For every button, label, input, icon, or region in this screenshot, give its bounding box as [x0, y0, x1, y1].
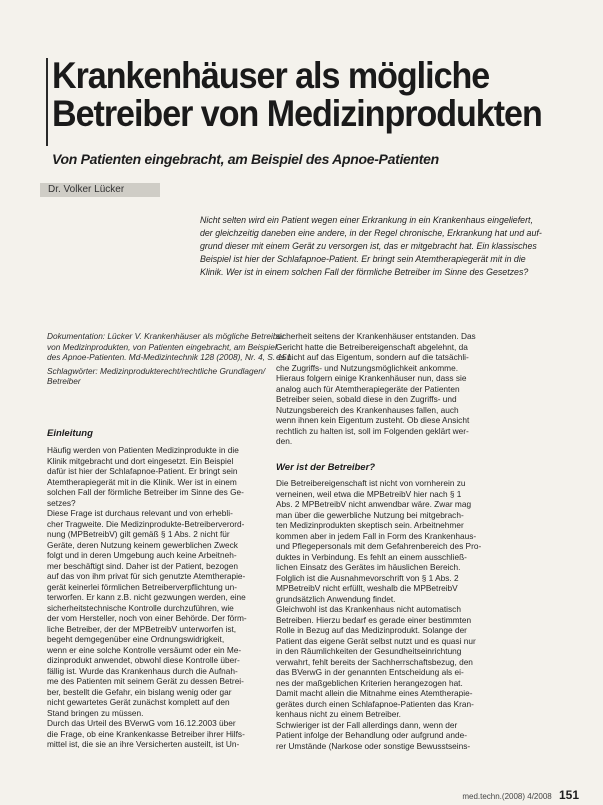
- body-line: setzes?: [47, 497, 76, 508]
- body-line: cher Tragweite. Die Medizinprodukte-Betreiberverord-: [47, 518, 245, 529]
- citation-line: Dokumentation: Lücker V. Krankenhäuser als mögliche Betreiber: [47, 331, 285, 341]
- lead-paragraph: [200, 214, 543, 279]
- article-title-line-2: Betreiber von Medizinprodukten: [52, 93, 542, 134]
- section-heading-betreiber: Wer ist der Betreiber?: [276, 461, 376, 473]
- journal-info: med.techn.(2008) 4/2008: [462, 792, 552, 801]
- body-line: ten Medizinprodukten skeptisch sein. Arbeitnehmer: [276, 520, 464, 530]
- body-line: Patient infolge der Behandlung oder aufgrund ande-: [276, 730, 467, 740]
- body-line: Atemtherapiegerät mit in die Klinik. Wer ist in einem: [47, 476, 237, 487]
- body-line: den.: [276, 436, 293, 446]
- body-line: sicherheitstechnische Kontrolle durchzuführen, wie: [47, 602, 234, 613]
- body-line: sicherheit seitens der Krankenhäuser entstanden. Das: [276, 331, 476, 341]
- body-line: Rolle in Bezug auf das Medizinprodukt. Solange der: [276, 625, 467, 635]
- body-line: Schwieriger ist der Fall allerdings dann, wenn der: [276, 719, 458, 730]
- body-line: auf das von ihm privat für sich genutzte Atemtherapie-: [47, 571, 246, 581]
- body-line: solchen Fall der förmliche Betreiber im Sinne des Ge-: [47, 487, 244, 497]
- body-line: liche Betreiber, der der MPBetreibV unterworfen ist,: [47, 623, 237, 634]
- body-line: die Frage, ob eine Krankenkasse Betreiber ihrer Hilfs-: [47, 728, 245, 739]
- body-line: wenn er eine solche Kontrolle versäumt oder ein Me-: [47, 644, 242, 655]
- keywords-block: [47, 366, 273, 387]
- body-line: che Zugriffs- und Nutzungsmöglichkeit ankomme.: [276, 362, 459, 373]
- body-line: wenn ihnen kein Eigentum zusteht. Ob diese Ansicht: [276, 415, 470, 425]
- section-body-betreiber: [276, 478, 494, 751]
- lead-line: Beispiel ist hier der Schlafapnoe-Patient. Er bringt sein Atemtherapiegerät mit in die: [200, 254, 526, 264]
- body-line: Diese Frage ist durchaus relevant und von erhebli-: [47, 508, 233, 518]
- lead-line: der gleichzeitig daneben eine andere, in der Regel chronische, Erkrankung hat und auf-: [200, 228, 542, 238]
- article-title-line-1: Krankenhäuser als mögliche: [52, 55, 490, 96]
- body-line: Die Betreibereigenschaft ist nicht von vornherein zu: [276, 478, 466, 488]
- body-line: nes der maßgeblichen Kriterien herangezogen hat.: [276, 677, 463, 688]
- body-line: Geräte, deren Nutzung keinem gewerblichen Zweck: [47, 539, 238, 550]
- body-line: mer beschäftigt sind. Daher ist der Patient, bezogen: [47, 560, 238, 571]
- body-line: rer Umstände (Narkose oder sonstige Bewusstseins-: [276, 740, 471, 751]
- body-line: der vom Hersteller, noch von einer Behörde. Der förm-: [47, 613, 247, 623]
- body-line: man über die gewerbliche Nutzung bei mitgebrach-: [276, 509, 464, 520]
- body-line: MPBetreibV nicht erfüllt, weshalb die MPBetreibV: [276, 583, 458, 593]
- body-line: Folglich ist die Ausnahmevorschrift von § 1 Abs. 2: [276, 572, 459, 583]
- body-line: rechtlich zu halten ist, soll im Folgenden geklärt wer-: [276, 425, 469, 436]
- body-line: me des Patienten mit seinem Gerät zu dessen Betrei-: [47, 676, 244, 686]
- lead-line: Klinik. Wer ist in einem solchen Fall der förmliche Betreiber im Sinne des Gesetzes?: [200, 267, 529, 277]
- body-line: analog auch für Atemtherapiegeräte der Patienten: [276, 383, 460, 394]
- body-line: kenhaus nicht zu einem Betreiber.: [276, 709, 401, 719]
- body-line: gerät keinerlei förmlichen Betreiberverpflichtung un-: [47, 581, 238, 592]
- body-line: mittel ist, die sie an ihre Versicherten austeilt, ist Un-: [47, 739, 240, 749]
- body-line: Patient das eigene Gerät selbst nutzt und es quasi nur: [276, 635, 476, 646]
- body-line: das BVerwG in der genannten Entscheidung als ei-: [276, 667, 464, 677]
- body-line: begeht demgegenüber eine Ordnungswidrigkeit,: [47, 634, 225, 644]
- title-edge-rule: [46, 58, 48, 146]
- body-line: in den Räumlichkeiten der Gesundheitseinrichtung: [276, 646, 462, 656]
- body-line: Klinik mitgebracht und dort eingesetzt. Ein Beispiel: [47, 455, 234, 466]
- column-right-intro: [276, 331, 494, 447]
- body-line: duktes in Verbindung. Es fehlt an einem ausschließ-: [276, 551, 467, 562]
- body-line: dizinprodukt anwendet, obwohl diese Kontrolle über-: [47, 655, 240, 665]
- citation-line: von Medizinprodukten, von Patienten eingebracht, am Beispiel: [47, 341, 277, 352]
- body-line: Damit macht allein die Mitnahme eines Atemtherapie-: [276, 688, 473, 698]
- body-line: Abs. 2 MPBetreibV nicht anwendbar wäre. Zwar mag: [276, 499, 472, 509]
- body-line: dafür ist hier der Schlafapnoe-Patient. Er bringt sein: [47, 466, 238, 476]
- body-line: lichen Einsatz des Gerätes im häuslichen Bereich.: [276, 562, 461, 572]
- page-number: 151: [558, 788, 579, 802]
- body-line: terworfen. Er kann z.B. nicht gezwungen werden, eine: [47, 592, 246, 602]
- body-line: Stand bringen zu müssen.: [47, 707, 144, 718]
- body-line: Hieraus folgern einige Krankenhäuser nun, dass sie: [276, 373, 467, 383]
- body-line: fällig ist. Wurde das Krankenhaus durch die Aufnah-: [47, 665, 238, 676]
- column-left: [47, 331, 292, 750]
- page-footer: [462, 788, 579, 802]
- body-line: es nicht auf das Eigentum, sondern auf die tatsächli-: [276, 352, 469, 362]
- body-line: grundsätzlich Anwendung findet.: [276, 593, 396, 604]
- body-line: Nutzungsbereich des Krankenhauses fallen, auch: [276, 404, 459, 415]
- section-body-einleitung: [47, 445, 273, 750]
- article-title: [52, 57, 549, 133]
- body-line: nung (MPBetreibV) gilt gemäß § 1 Abs. 2 nicht für: [47, 529, 230, 539]
- section-heading-einleitung: Einleitung: [47, 427, 93, 439]
- article-subtitle: Von Patienten eingebracht, am Beispiel des Apnoe-Patienten: [52, 151, 439, 167]
- body-line: gerätes durch einen Schlafapnoe-Patienten das Kran-: [276, 698, 474, 709]
- body-line: folgt und in deren Umgebung auch keine Arbeitneh-: [47, 550, 237, 560]
- citation-block: [47, 331, 292, 363]
- body-line: kommen aber in jedem Fall in Form des Krankenhaus-: [276, 530, 477, 541]
- author-name: Dr. Volker Lücker: [48, 184, 125, 195]
- body-line: Häufig werden von Patienten Medizinprodukte in die: [47, 445, 239, 455]
- citation-line: des Apnoe-Patienten. Md-Medizintechnik 128 (2008), Nr. 4, S. 151: [47, 352, 292, 362]
- body-line: Gleichwohl ist das Krankenhaus nicht automatisch: [276, 604, 461, 614]
- keywords-line: Betreiber: [47, 376, 81, 386]
- column-right: [276, 331, 494, 751]
- body-line: verwahrt, fehlt bereits der Sachherrschaftsbezug, den: [276, 656, 473, 667]
- body-line: nicht gewartetes Gerät zunächst komplett auf den: [47, 697, 230, 707]
- lead-line: grund dieser mit einem Gerät zu versorgen ist, das er mitgebracht hat. Ein klassisches: [200, 241, 537, 251]
- body-line: Durch das Urteil des BVerwG vom 16.12.2003 über: [47, 718, 236, 728]
- body-line: Gericht hatte die Betreibereigenschaft abgelehnt, da: [276, 341, 468, 352]
- body-line: und Pflegepersonals mit dem Gefahrenbereich des Pro-: [276, 541, 482, 551]
- body-line: Betreiber seien, sobald diese in den Zugriffs- und: [276, 394, 457, 404]
- body-line: ber, bestellt die Gefahr, ein bislang wenig oder gar: [47, 686, 232, 697]
- keywords-line: Schlagwörter: Medizinprodukterecht/rechtliche Grundlagen/: [47, 365, 266, 376]
- body-line: Betreiben. Hierzu bedarf es gerade einer bestimmten: [276, 614, 472, 625]
- body-line: verneinen, weil etwa die MPBetreibV hier nach § 1: [276, 488, 462, 499]
- lead-line: Nicht selten wird ein Patient wegen einer Erkrankung in ein Krankenhaus eingeliefert,: [200, 215, 533, 225]
